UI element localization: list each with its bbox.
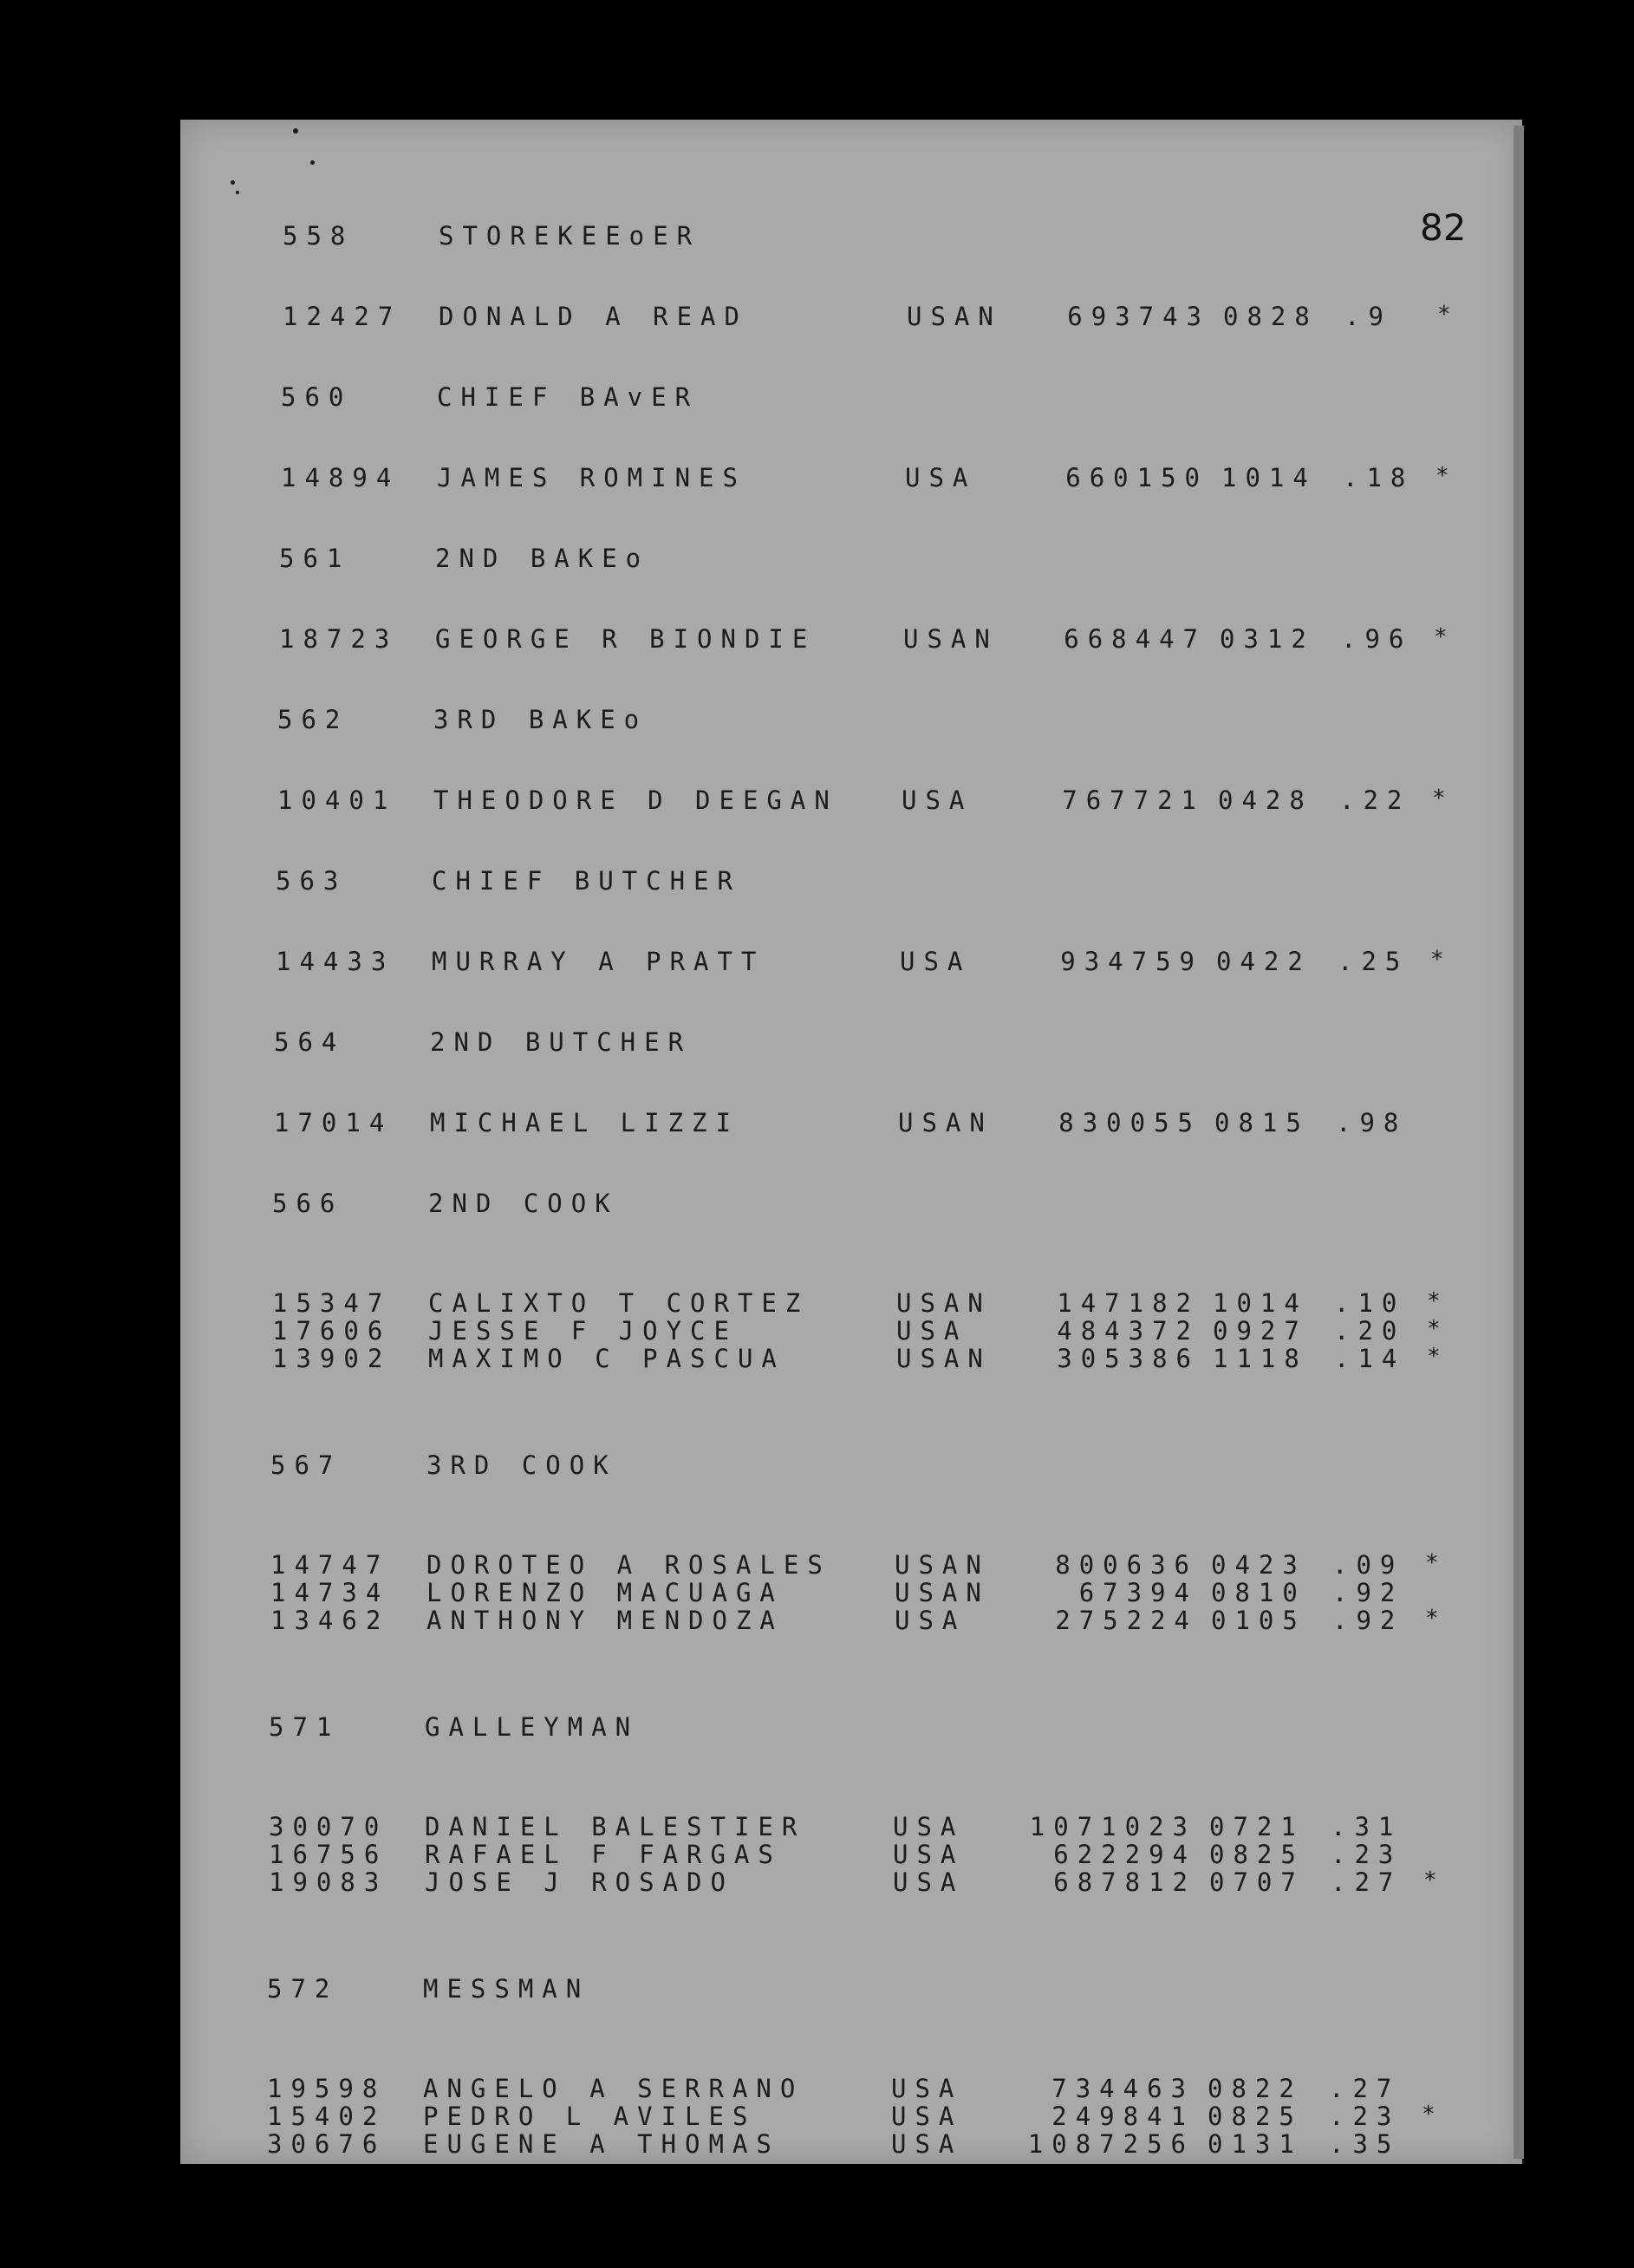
- entry-nationality: USAN: [907, 302, 1002, 331]
- entry-date: 0422: [1216, 947, 1312, 976]
- entry-name: DONALD A READ: [439, 302, 748, 331]
- entry-number: 660150: [1065, 463, 1208, 492]
- entry-id: 15347: [272, 1288, 392, 1318]
- entry-fraction: .22: [1339, 785, 1411, 815]
- entry-fraction: .25: [1338, 947, 1409, 976]
- entry-id: 30676: [267, 2129, 387, 2159]
- entry-number: 147182: [1057, 1288, 1200, 1318]
- entry-date: 0312: [1220, 624, 1315, 654]
- entry-id: 14433: [276, 947, 395, 976]
- entry-number: 693743: [1067, 302, 1210, 331]
- entry-mark: *: [1427, 1316, 1441, 1342]
- page-edge: [1514, 126, 1524, 2159]
- entry-nationality: USA: [895, 1606, 967, 1635]
- ink-speck: [231, 180, 235, 185]
- entry-nationality: USA: [896, 1316, 968, 1346]
- section-title: 2ND COOK: [428, 1189, 619, 1218]
- section-title: 2ND BAKEo: [435, 544, 650, 573]
- section-code: 571: [269, 1712, 341, 1742]
- entry-date: 0131: [1208, 2129, 1303, 2159]
- entry-mark: *: [1422, 2102, 1435, 2128]
- entry-number: 249841: [1051, 2102, 1195, 2131]
- entry-fraction: .35: [1329, 2129, 1401, 2159]
- entry-nationality: USAN: [896, 1288, 992, 1318]
- entry-date: 0828: [1223, 302, 1318, 331]
- entry-nationality: USAN: [896, 1344, 992, 1373]
- section-code: 561: [279, 544, 351, 573]
- entry-nationality: USAN: [903, 624, 999, 654]
- entry-id: 19083: [269, 1867, 388, 1897]
- entry-nationality: USA: [891, 2074, 963, 2103]
- ink-speck: [310, 160, 315, 165]
- entry-name: DOROTEO A ROSALES: [426, 1550, 831, 1580]
- entry-nationality: USA: [893, 1812, 965, 1841]
- entry-nationality: USA: [891, 2102, 963, 2131]
- entry-id: 16756: [269, 1840, 388, 1869]
- entry-fraction: .96: [1341, 624, 1413, 654]
- section-code: 558: [283, 221, 355, 251]
- entry-number: 1071023: [1029, 1812, 1196, 1841]
- entry-fraction: .98: [1336, 1108, 1408, 1137]
- entry-fraction: .23: [1329, 2102, 1401, 2131]
- entry-nationality: USA: [900, 947, 972, 976]
- entry-fraction: .14: [1334, 1344, 1406, 1373]
- entry-id: 12427: [283, 302, 402, 331]
- entry-id: 17606: [272, 1316, 392, 1346]
- entry-id: 17014: [274, 1108, 394, 1137]
- entry-id: 30070: [269, 1812, 388, 1841]
- page-number: 82: [1420, 206, 1467, 249]
- entry-name: THEODORE D DEEGAN: [433, 785, 838, 815]
- entry-number: 687812: [1053, 1867, 1196, 1897]
- section-code: 560: [281, 382, 353, 412]
- section-code: 563: [276, 866, 348, 896]
- entry-number: 305386: [1057, 1344, 1200, 1373]
- entry-number: 830055: [1058, 1108, 1201, 1137]
- entry-number: 934759: [1060, 947, 1203, 976]
- entry-date: 1118: [1213, 1344, 1308, 1373]
- entry-number: 67394: [1078, 1578, 1198, 1607]
- entry-nationality: USA: [902, 785, 973, 815]
- entry-mark: *: [1432, 785, 1446, 811]
- ink-speck: [293, 128, 298, 134]
- entry-fraction: .9: [1344, 302, 1392, 331]
- entry-name: ANTHONY MENDOZA: [426, 1606, 784, 1635]
- section-code: 566: [272, 1189, 344, 1218]
- entry-name: MICHAEL LIZZI: [430, 1108, 739, 1137]
- entry-number: 622294: [1053, 1840, 1196, 1869]
- entry-date: 0428: [1218, 785, 1313, 815]
- entry-date: 0423: [1211, 1550, 1306, 1580]
- entry-nationality: USA: [891, 2129, 963, 2159]
- entry-number: 275224: [1055, 1606, 1198, 1635]
- entry-date: 1014: [1221, 463, 1317, 492]
- entry-nationality: USAN: [895, 1550, 990, 1580]
- entry-name: RAFAEL F FARGAS: [425, 1840, 782, 1869]
- entry-date: 0810: [1211, 1578, 1306, 1607]
- entry-mark: *: [1425, 1606, 1439, 1632]
- section-code: 562: [277, 705, 349, 734]
- entry-fraction: .09: [1332, 1550, 1404, 1580]
- entry-date: 0721: [1209, 1812, 1305, 1841]
- entry-date: 1014: [1213, 1288, 1308, 1318]
- entry-fraction: .20: [1334, 1316, 1406, 1346]
- entry-number: 767721: [1062, 785, 1205, 815]
- entry-name: ANGELO A SERRANO: [423, 2074, 804, 2103]
- entry-name: MURRAY A PRATT: [432, 947, 765, 976]
- entry-fraction: .27: [1329, 2074, 1401, 2103]
- entry-fraction: .92: [1332, 1578, 1404, 1607]
- entry-name: JAMES ROMINES: [437, 463, 746, 492]
- entry-fraction: .10: [1334, 1288, 1406, 1318]
- entry-name: JOSE J ROSADO: [425, 1867, 734, 1897]
- section-title: GALLEYMAN: [425, 1712, 640, 1742]
- entry-id: 18723: [279, 624, 399, 654]
- entry-number: 668447: [1064, 624, 1207, 654]
- section-code: 572: [267, 1974, 339, 2004]
- entry-mark: *: [1435, 463, 1449, 489]
- entry-date: 0822: [1208, 2074, 1303, 2103]
- entry-name: MAXIMO C PASCUA: [428, 1344, 785, 1373]
- entry-fraction: .18: [1343, 463, 1415, 492]
- entry-name: LORENZO MACUAGA: [426, 1578, 784, 1607]
- entry-number: 484372: [1057, 1316, 1200, 1346]
- entry-name: CALIXTO T CORTEZ: [428, 1288, 810, 1318]
- section-title: 3RD COOK: [426, 1450, 617, 1480]
- ink-speck: [236, 191, 239, 194]
- entry-date: 0105: [1211, 1606, 1306, 1635]
- entry-id: 10401: [277, 785, 397, 815]
- entry-nationality: USAN: [895, 1578, 990, 1607]
- entry-id: 14734: [270, 1578, 390, 1607]
- section-title: CHIEF BUTCHER: [432, 866, 741, 896]
- entry-date: 0707: [1209, 1867, 1305, 1897]
- entry-id: 15402: [267, 2102, 387, 2131]
- section-code: 567: [270, 1450, 342, 1480]
- section-title: MESSMAN: [423, 1974, 590, 2004]
- entry-name: EUGENE A THOMAS: [423, 2129, 780, 2159]
- entry-mark: *: [1423, 1867, 1437, 1893]
- entry-name: DANIEL BALESTIER: [425, 1812, 806, 1841]
- entry-mark: *: [1430, 947, 1444, 973]
- entry-mark: *: [1427, 1288, 1441, 1314]
- entry-id: 14747: [270, 1550, 390, 1580]
- entry-id: 14894: [281, 463, 400, 492]
- entry-number: 1087256: [1027, 2129, 1195, 2159]
- entry-mark: *: [1434, 624, 1448, 650]
- section-code: 564: [274, 1027, 346, 1057]
- entry-fraction: .27: [1331, 1867, 1403, 1897]
- section-title: 2ND BUTCHER: [430, 1027, 693, 1057]
- entry-nationality: USA: [905, 463, 977, 492]
- entry-date: 0825: [1209, 1840, 1305, 1869]
- entry-mark: *: [1437, 302, 1451, 328]
- entry-nationality: USAN: [898, 1108, 993, 1137]
- entry-id: 13462: [270, 1606, 390, 1635]
- entry-name: JESSE F JOYCE: [428, 1316, 738, 1346]
- entry-nationality: USA: [893, 1867, 965, 1897]
- entry-fraction: .23: [1331, 1840, 1403, 1869]
- entry-mark: *: [1425, 1550, 1439, 1576]
- entry-number: 800636: [1055, 1550, 1198, 1580]
- entry-date: 0825: [1208, 2102, 1303, 2131]
- section-title: 3RD BAKEo: [433, 705, 648, 734]
- entry-name: GEORGE R BIONDIE: [435, 624, 817, 654]
- section-title: STOREKEEoER: [439, 221, 701, 251]
- entry-date: 0927: [1213, 1316, 1308, 1346]
- entry-nationality: USA: [893, 1840, 965, 1869]
- entry-mark: *: [1427, 1344, 1441, 1370]
- entry-id: 13902: [272, 1344, 392, 1373]
- entry-fraction: .31: [1331, 1812, 1403, 1841]
- section-title: CHIEF BAvER: [437, 382, 700, 412]
- entry-name: PEDRO L AVILES: [423, 2102, 757, 2131]
- entry-fraction: .92: [1332, 1606, 1404, 1635]
- entry-id: 19598: [267, 2074, 387, 2103]
- entry-date: 0815: [1214, 1108, 1310, 1137]
- entry-number: 734463: [1051, 2074, 1195, 2103]
